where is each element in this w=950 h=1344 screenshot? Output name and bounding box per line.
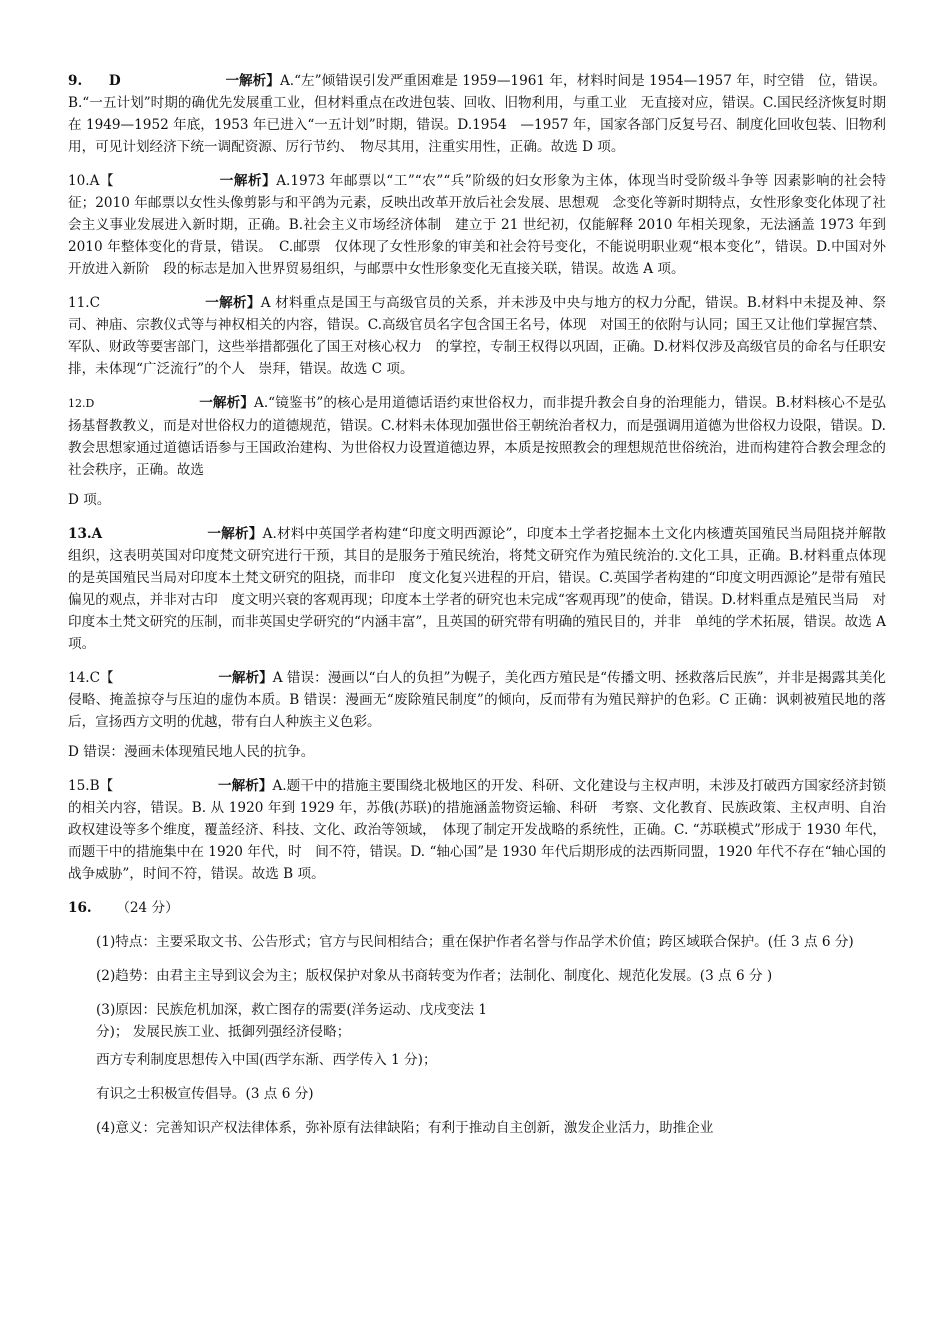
answer-item-10: [68, 170, 886, 280]
analysis-text: A.“左”倾错误引发严重困难是 1959—1961 年，材料时间是 1954—1957 年，时空错 位，错误。B.“一五计划”时期的确优先发展重工业，但材料重点在改进包装、回收、旧物利用，与重工业 无直接对应，错误。C.国民经济恢复时期在 1949—1952 年底，1953 年已进入“一五计划”时期，错误。D.1954 —1957 年，国家各部门反复号召、制度化回收包装、旧物利用，可见计划经济下统一调配资源、厉行节约、 物尽其用，注重实用性，正确。故选 D 项。: [68, 73, 887, 155]
analysis-text: A.1973 年邮票以“工”“农”“兵”阶级的妇女形象为主体，体现当时受阶级斗争等 因素影响的社会特征；2010 年邮票以女性头像剪影与和平鸽为元素，反映出改革开放后社会发展、思想观 念变化等新时期特点，女性形象变化体现了社会主义事业发展进入新时期，正确。B.社会主义市场经济体制 建立于 21 世纪初，仅能解释 2010 年相关现象，无法涵盖 1973 年到 2010 年整体变化的背景，错误。 C.邮票 仅体现了女性形象的审美和社会符号变化，不能说明职业观“根本变化”，错误。D.中国对外开放进入新阶 段的标志是加入世界贸易组织，与邮票中女性形象变化无直接关联，错误。故选 A 项。: [68, 173, 887, 277]
answer-16-part-4: (4)意义：完善知识产权法律体系，弥补原有法律缺陷；有利于推动自主创新，激发企业活力，助推企业: [96, 1120, 714, 1136]
answer-page: [68, 70, 886, 1151]
answer-letter: D: [108, 73, 121, 89]
analysis-text: A.“镜鉴书”的核心是用道德话语约束世俗权力，而非提升教会自身的治理能力，错误。B.材料核心不是弘扬基督教教义，而是对世俗权力的道德规范，错误。C.材料未体现加强世俗王朝统治者权力，而是强调用道德为世俗权力设限，错误。D.教会思想家通过道德话语参与王国政治建构、为世俗权力设置道德边界，本质是按照教会的理想规范世俗统治，进而构建符合教会理念的社会秩序，正确。故选: [68, 395, 886, 478]
question-score: （24 分）: [116, 900, 179, 916]
analysis-text: A 材料重点是国王与高级官员的关系，并未涉及中央与地方的权力分配，错误。B.材料中未提及神、祭司、神庙、宗教仪式等与神权相关的内容，错误。C.高级官员名字包含国王名号，体现 对国王的依附与认同；国王又让他们掌握宫禁、军队、财政等要害部门，这些举措都强化了国王对核心权力 的掌控，专制王权得以巩固，正确。D.材料仅涉及高级官员的命名与任职安排，未体现“广泛流行”的个人 崇拜，错误。故选 C 项。: [68, 295, 887, 377]
answer-16-part-1: (1)特点：主要采取文书、公告形式；官方与民间相结合；重在保护作者名誉与作品学术价值；跨区域联合保护。(任 3 点 6 分): [96, 934, 854, 950]
question-number: 14.C【: [68, 670, 114, 686]
question-number: 16.: [68, 900, 92, 916]
question-number: 10.A【: [68, 173, 115, 189]
answer-16-part-3-line-4: 有识之士积极宣传倡导。(3 点 6 分): [96, 1086, 314, 1102]
analysis-lead: 一解析】: [217, 778, 273, 794]
answer-16-part-3-line-3: 西方专利制度思想传入中国(西学东渐、西学传入 1 分)；: [96, 1052, 437, 1068]
answer-item-9: [68, 70, 886, 158]
analysis-lead: 一解析】: [199, 395, 255, 411]
question-number: 13.A: [68, 526, 103, 542]
answer-item-11: [68, 292, 886, 380]
answer-item-12: [68, 392, 886, 511]
analysis-text: A 错误：漫画以“白人的负担”为幌子，美化西方殖民是“传播文明、拯救落后民族”，并非是揭露其美化侵略、掩盖掠夺与压迫的虚伪本质。B 错误：漫画无“废除殖民制度”的倾向，反而带有为殖民辩护的色彩。C 正确：讽刺被殖民地的落后，宣扬西方文明的优越，带有白人种族主义色彩。: [68, 670, 887, 730]
analysis-text: A.材料中英国学者构建“印度文明西源论”，印度本土学者挖掘本土文化内核遭英国殖民当局阻挠并解散组织，这表明英国对印度梵文研究进行干预，其目的是服务于殖民统治，将梵文研究作为殖民统治的.文化工具，正确。B.材料重点体现的是英国殖民当局对印度本土梵文研究的阻挠，而非印 度文化复兴进程的开启，错误。C.英国学者构建的“印度文明西源论”是带有殖民偏见的观点，并非对古印 度文明兴衰的客观再现；印度本土学者的研究也未完成“客观再现”的使命，错误。D.材料重点是殖民当局 对印度本土梵文研究的压制，而非英国史学研究的“内涵丰富”，且英国的研究带有明确的殖民目的，并非 单纯的学术拓展，错误。故选 A 项。: [68, 526, 886, 652]
analysis-lead: 一解析】: [219, 173, 277, 189]
answer-16-part-3-line-2: 分)； 发展民族工业、抵御列强经济侵略；: [96, 1024, 351, 1040]
answer-16-part-2: (2)趋势：由君主主导到议会为主；版权保护对象从书商转变为作者；法制化、制度化、规范化发展。(3 点 6 分 ): [96, 968, 773, 984]
question-number: 9.: [68, 73, 83, 89]
answer-item-14: [68, 667, 886, 763]
analysis-text: A.题干中的措施主要围绕北极地区的开发、科研、文化建设与主权声明，未涉及打破西方国家经济封锁的相关内容，错误。B. 从 1920 年到 1929 年，苏俄(苏联)的措施涵盖物资运输、科研 考察、文化教育、民族政策、主权声明、自治政权建设等多个维度，覆盖经济、科技、文化、政治等领域， 体现了制定开发战略的系统性，正确。C. “苏联模式”形成于 1930 年代，而题干中的措施集中在 1920 年代，时 间不符，错误。D. “轴心国”是 1930 年代后期形成的法西斯同盟，1920 年代不存在“轴心国的战争威胁”，时间不符，错误。故选 B 项。: [68, 778, 887, 882]
analysis-tail: D 项。: [68, 492, 111, 508]
analysis-lead: 一解析】: [205, 295, 261, 311]
analysis-lead: 一解析】: [207, 526, 263, 542]
analysis-tail: D 错误：漫画未体现殖民地人民的抗争。: [68, 744, 315, 760]
analysis-lead: 一解析】: [218, 670, 273, 686]
question-number: 11.C: [68, 295, 101, 311]
answer-item-16: [68, 897, 886, 919]
question-number: 12.D: [68, 397, 95, 410]
analysis-lead: 一解析】: [225, 73, 280, 89]
answer-item-13: [68, 523, 886, 655]
question-number: 15.B【: [68, 778, 114, 794]
answer-16-part-3: [68, 999, 886, 1043]
answer-16-part-3-line-1: (3)原因：民族危机加深，救亡图存的需要(洋务运动、戊戌变法 1: [96, 1002, 487, 1018]
answer-item-15: [68, 775, 886, 885]
